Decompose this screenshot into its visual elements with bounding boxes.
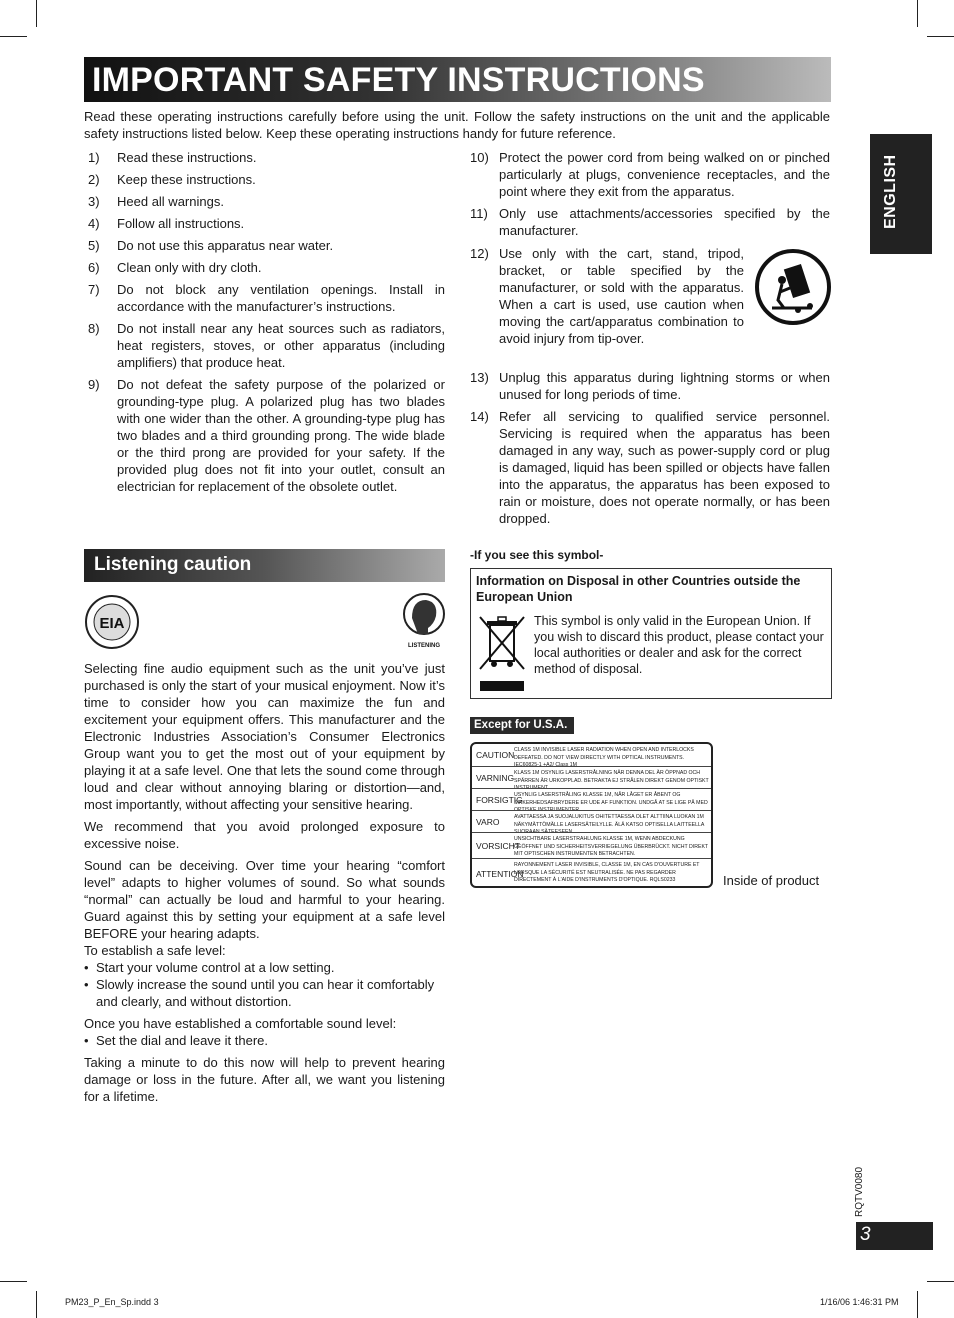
instruction-item: 12) Use only with the cart, stand, tripod, bracket, or table specified by the manufacturer, or sold with the apparatus. When a cart is used, use caution when moving the cart/apparatus combination to avoid injury from tip-over. [470,246,744,346]
instruction-item: 11) Only use attachments/accessories specified by the manufacturer. [470,206,830,238]
cart-tip-over-warning-icon [754,248,832,326]
instructions-right-column-bottom [470,369,830,532]
instruction-item: 5) Do not use this apparatus near water. [88,238,334,253]
page-number: 3 [860,1224,871,1245]
listening-caution-title: Listening caution [94,554,252,575]
listening-paragraph: Sound can be deceiving. Over time your hearing “comfort level” adapts to higher volumes of sound. So what sounds “normal” can actually be loud and harmful to your hearing. Guard against this by setting your equipment at a safe level BEFORE your hearing adapts. [84,858,445,941]
instructions-left-column [88,149,445,500]
instruction-item: 9) Do not defeat the safety purpose of the polarized or grounding-type plug. A polarized plug has two blades with one wider than the other. A grounding-type plug has two blades and a third grounding prong. The wide blade or the third prong are provided for your safety. If the provided plug does not fit into your outlet, consult an electrician for replacement of the obsolete outlet. [88,377,445,494]
language-tab-label: ENGLISH [882,154,899,229]
laser-label-row: CAUTION CLASS 1M INVISIBLE LASER RADIATION WHEN OPEN AND INTERLOCKS DEFEATED. DO NOT VIEW DIRECTLY WITH OPTICAL INSTRUMENTS. IEC60825-1 +A2/ Class 1M [476,747,694,768]
bullet-item: • Start your volume control at a low setting. [84,960,335,975]
page-title: IMPORTANT SAFETY INSTRUCTIONS [92,61,705,99]
footer-timestamp: 1/16/06 1:46:31 PM [820,1297,899,1307]
document-code: RQTV0080 [854,1166,865,1217]
laser-warning-label [470,742,713,888]
instruction-item: 1) Read these instructions. [88,150,257,165]
instruction-item: 8) Do not install near any heat sources such as radiators, heat registers, stoves, or other apparatus (including amplifiers) that produce heat. [88,321,445,370]
language-tab [870,134,932,254]
instruction-item: 10) Protect the power cord from being walked on or pinched particularly at plugs, convenience receptacles, and the point where they exit from the apparatus. [470,150,830,199]
instruction-item-cart [470,245,744,352]
laser-label-row: VARO AVATTAESSA JA SUOJALUKITUS OHITETTAESSA OLET ALTTIINA LUOKAN 1M NÄKYMÄTTÖMÄLLE LASERSÄTEILYLLE. ÄLÄ KATSO OPTISELLA LAITTEELLA SUORAAN SÄTEESEEN. [472,810,711,833]
listening-paragraph: Selecting fine audio equipment such as the unit you’ve just purchased is only the start of your musical enjoyment. Now it’s time to consider how you can maximize the fun and excitement your equipment offers. This manufacturer and the Electronic Industries Association’s Consumer Electronics Group want you to get the most out of your equipment by playing it at a safe level. One that lets the sound come through loud and clear without annoying blaring or distortion—and, most importantly, without affecting your sensitive hearing. [84,661,445,812]
disposal-body: This symbol is only valid in the European Union. If you wish to discard this product, please contact your local authorities or dealer and ask for the correct method of disposal. [534,614,824,676]
listening-paragraph: Once you have established a comfortable sound level: [84,1016,397,1031]
inside-of-product-caption: Inside of product [723,873,820,888]
crop-mark [917,1291,918,1318]
crop-mark [0,1281,27,1282]
disposal-info-box [470,568,832,699]
symbol-label: -If you see this symbol- [470,548,604,562]
crop-mark [917,0,918,27]
crossed-out-bin-icon [476,613,528,693]
instruction-item: 7) Do not block any ventilation openings. Install in accordance with the manufacturer’s instructions. [88,282,445,314]
bullet-item: • Slowly increase the sound until you can hear it comfortably and clearly, and without distortion. [84,977,435,1009]
listening-caution-text [84,660,445,1110]
page-number-tab [856,1222,933,1250]
crop-mark [36,0,37,27]
eia-logo-icon [84,594,140,650]
crop-mark [927,36,954,37]
crop-mark [0,36,27,37]
except-usa-label: Except for U.S.A. [474,719,568,731]
bullet-item: • Set the dial and leave it there. [84,1033,269,1048]
except-usa-badge [470,717,574,734]
instruction-item: 2) Keep these instructions. [88,172,256,187]
intro-paragraph: Read these operating instructions carefully before using the unit. Follow the safety instructions on the unit and the applicable safety instructions listed below. Keep these operating instructions handy for future reference. [84,109,830,141]
instruction-item: 3) Heed all warnings. [88,194,224,209]
instruction-item: 14) Refer all servicing to qualified service personnel. Servicing is required when the apparatus has been damaged in any way, such as power-supply cord or plug is damaged, liquid has been spilled or objects have fallen into the apparatus, the apparatus has been exposed to rain or moisture, does not operate normally, or has been dropped. [470,409,830,526]
listening-paragraph: We recommend that you avoid prolonged exposure to excessive noise. [84,819,445,851]
laser-label-row: FORSIGTIG USYNLIG LASERSTRÅLING KLASSE 1M, NÅR LÅGET ER ÅBENT OG SIKKERHEDSAFBRYDERE ER UDE AF FUNKTION. UNDGÅ AT SE LIGE PÅ MED OPTISKE INSTRUMENTER. [472,788,711,811]
instructions-right-column [470,149,830,244]
laser-label-row: VARNING KLASS 1M OSYNLIG LASERSTRÅLNING NÄR DENNA DEL ÄR ÖPPNAD OCH SPÄRREN ÄR URKOPPLAD. BETRAKTA EJ STRÅLEN DIREKT GENOM OPTISKT INSTRUMENT. [472,766,711,789]
listening-caution-header [84,549,445,582]
listening-paragraph: Taking a minute to do this now will help to prevent hearing damage or loss in the future. After all, we want you listening for a lifetime. [84,1055,445,1104]
listening-for-lifetime-logo-icon [400,592,448,652]
crop-mark [927,1281,954,1282]
laser-label-row: VORSICHT UNSICHTBARE LASERSTRAHLUNG KLASSE 1M, WENN ABDECKUNG GEÖFFNET UND SICHERHEITSVERRIEGELUNG ÜBERBRÜCKT. NICHT DIREKT MIT OPTISCHEN INSTRUMENTEN BETRACHTEN. [472,832,711,859]
instruction-item: 13) Unplug this apparatus during lightning storms or when unused for long periods of time. [470,370,830,402]
laser-label-row: ATTENTION RAYONNEMENT LASER INVISIBLE, CLASSE 1M, EN CAS D'OUVERTURE ET LORSQUE LA SÉCURITÉ EST NEUTRALISÉE. NE PAS REGARDER DIRECTEMENT À L'AIDE D'INSTRUMENTS D'OPTIQUE. RQLS0233 [472,858,711,887]
page-title-bar [84,57,831,102]
disposal-heading: Information on Disposal in other Countries outside the European Union [476,574,801,604]
svg-text:LISTENING: LISTENING [407,643,441,649]
instruction-item: 6) Clean only with dry cloth. [88,260,262,275]
svg-text:EIA: EIA [99,615,125,632]
instruction-item: 4) Follow all instructions. [88,216,245,231]
footer-filename: PM23_P_En_Sp.indd 3 [65,1297,159,1307]
listening-paragraph: To establish a safe level: [84,943,226,958]
crop-mark [36,1291,37,1318]
